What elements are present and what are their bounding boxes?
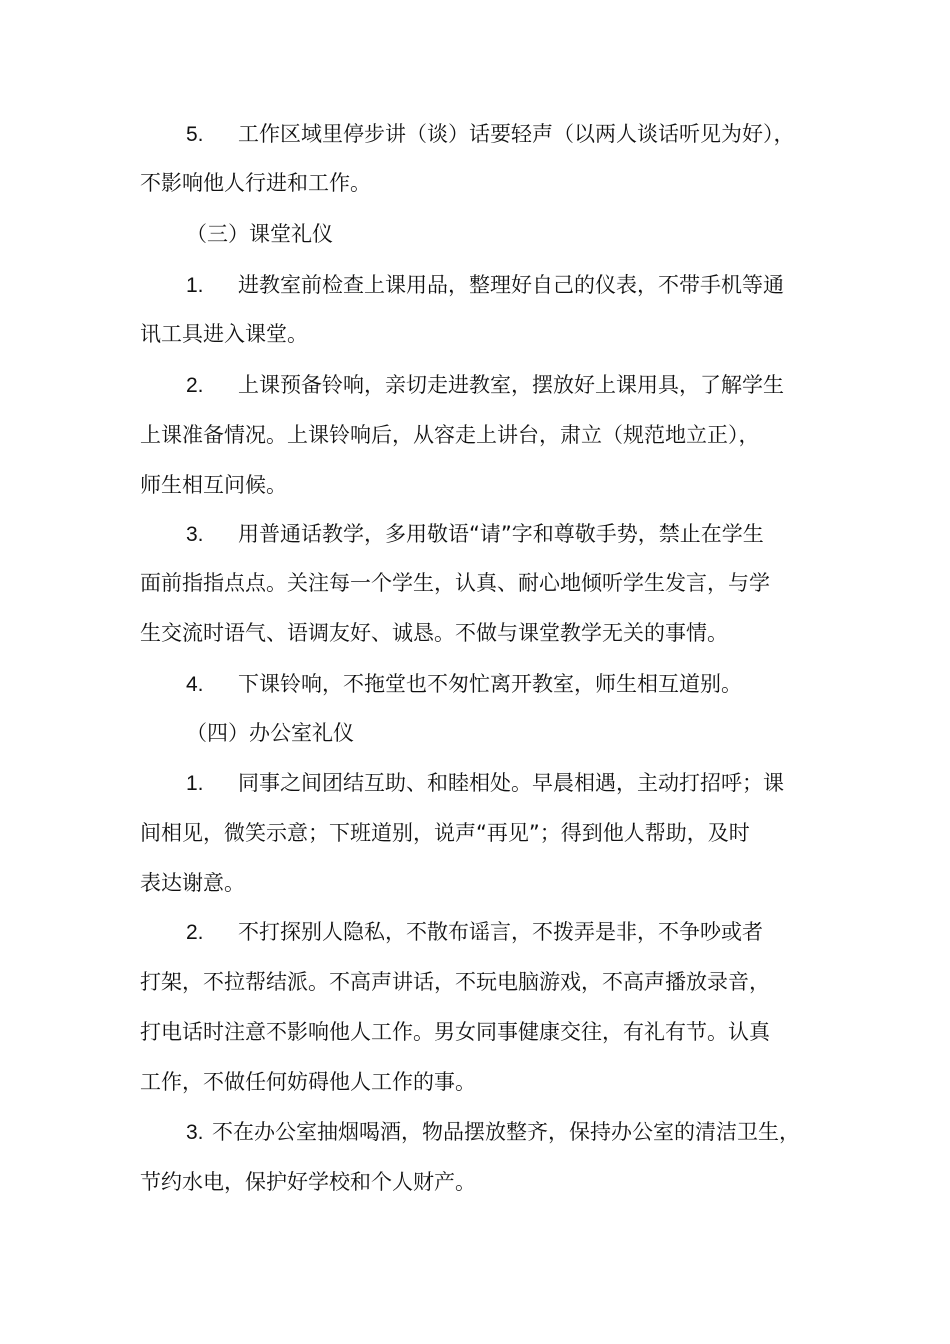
text-line — [186, 520, 764, 549]
item-number: 3. — [186, 1121, 204, 1144]
item-number: 2. — [186, 921, 204, 944]
item-number: 4. — [186, 673, 204, 696]
line-text: 上课预备铃响，亲切走进教室，摆放好上课用具，了解学生 — [238, 373, 784, 397]
line-text: 上课准备情况。上课铃响后，从容走上讲台，肃立（规范地立正）， — [140, 423, 760, 447]
section-heading — [186, 719, 354, 747]
item-number: 1. — [186, 274, 204, 297]
item-number: 2. — [186, 374, 204, 397]
line-text: 表达谢意。 — [140, 871, 245, 895]
item-number: 1. — [186, 772, 204, 795]
line-text: 讯工具进入课堂。 — [140, 322, 308, 346]
item-number: 3. — [186, 523, 204, 546]
line-text: 工作区域里停步讲（谈）话要轻声（以两人谈话听见为好）， — [238, 122, 795, 146]
text-line — [140, 619, 728, 647]
text-line — [140, 869, 245, 897]
text-line — [140, 1018, 770, 1046]
text-line — [140, 320, 308, 348]
text-line — [186, 271, 784, 300]
text-line — [140, 1068, 476, 1096]
line-text: 同事之间团结互助、和睦相处。早晨相遇，主动打招呼；课 — [238, 771, 784, 795]
line-text: 下课铃响，不拖堂也不匆忙离开教室，师生相互道别。 — [238, 672, 742, 696]
line-text: 打电话时注意不影响他人工作。男女同事健康交往，有礼有节。认真 — [140, 1020, 770, 1044]
line-text: 师生相互问候。 — [140, 473, 287, 497]
text-line — [186, 769, 784, 798]
text-line — [140, 569, 770, 597]
line-text: 不打探别人隐私，不散布谣言，不拨弄是非，不争吵或者 — [238, 920, 763, 944]
text-line — [140, 169, 371, 197]
text-line — [186, 120, 795, 149]
heading-text: （四）办公室礼仪 — [186, 721, 354, 745]
text-line — [140, 421, 760, 449]
text-line — [186, 1118, 800, 1147]
line-text: 面前指指点点。关注每一个学生，认真、耐心地倾听学生发言，与学 — [140, 571, 770, 595]
line-text: 不影响他人行进和工作。 — [140, 171, 371, 195]
text-line — [140, 819, 750, 847]
line-text: 进教室前检查上课用品，整理好自己的仪表，不带手机等通 — [238, 273, 784, 297]
text-line — [140, 968, 770, 996]
line-text: 不在办公室抽烟喝酒，物品摆放整齐，保持办公室的清洁卫生， — [212, 1120, 800, 1144]
text-line — [140, 1168, 476, 1196]
line-text: 间相见，微笑示意；下班道别，说声“再见”；得到他人帮助，及时 — [140, 821, 750, 845]
line-text: 生交流时语气、语调友好、诚恳。不做与课堂教学无关的事情。 — [140, 621, 728, 645]
text-line — [186, 670, 742, 699]
heading-text: （三）课堂礼仪 — [186, 222, 333, 246]
item-number: 5. — [186, 123, 204, 146]
line-text: 用普通话教学，多用敬语“请”字和尊敬手势，禁止在学生 — [238, 522, 764, 546]
line-text: 打架，不拉帮结派。不高声讲话，不玩电脑游戏，不高声播放录音， — [140, 970, 770, 994]
line-text: 工作，不做任何妨碍他人工作的事。 — [140, 1070, 476, 1094]
text-line — [186, 918, 763, 947]
section-heading — [186, 220, 333, 248]
text-line — [186, 371, 784, 400]
text-line — [140, 471, 287, 499]
line-text: 节约水电，保护好学校和个人财产。 — [140, 1170, 476, 1194]
